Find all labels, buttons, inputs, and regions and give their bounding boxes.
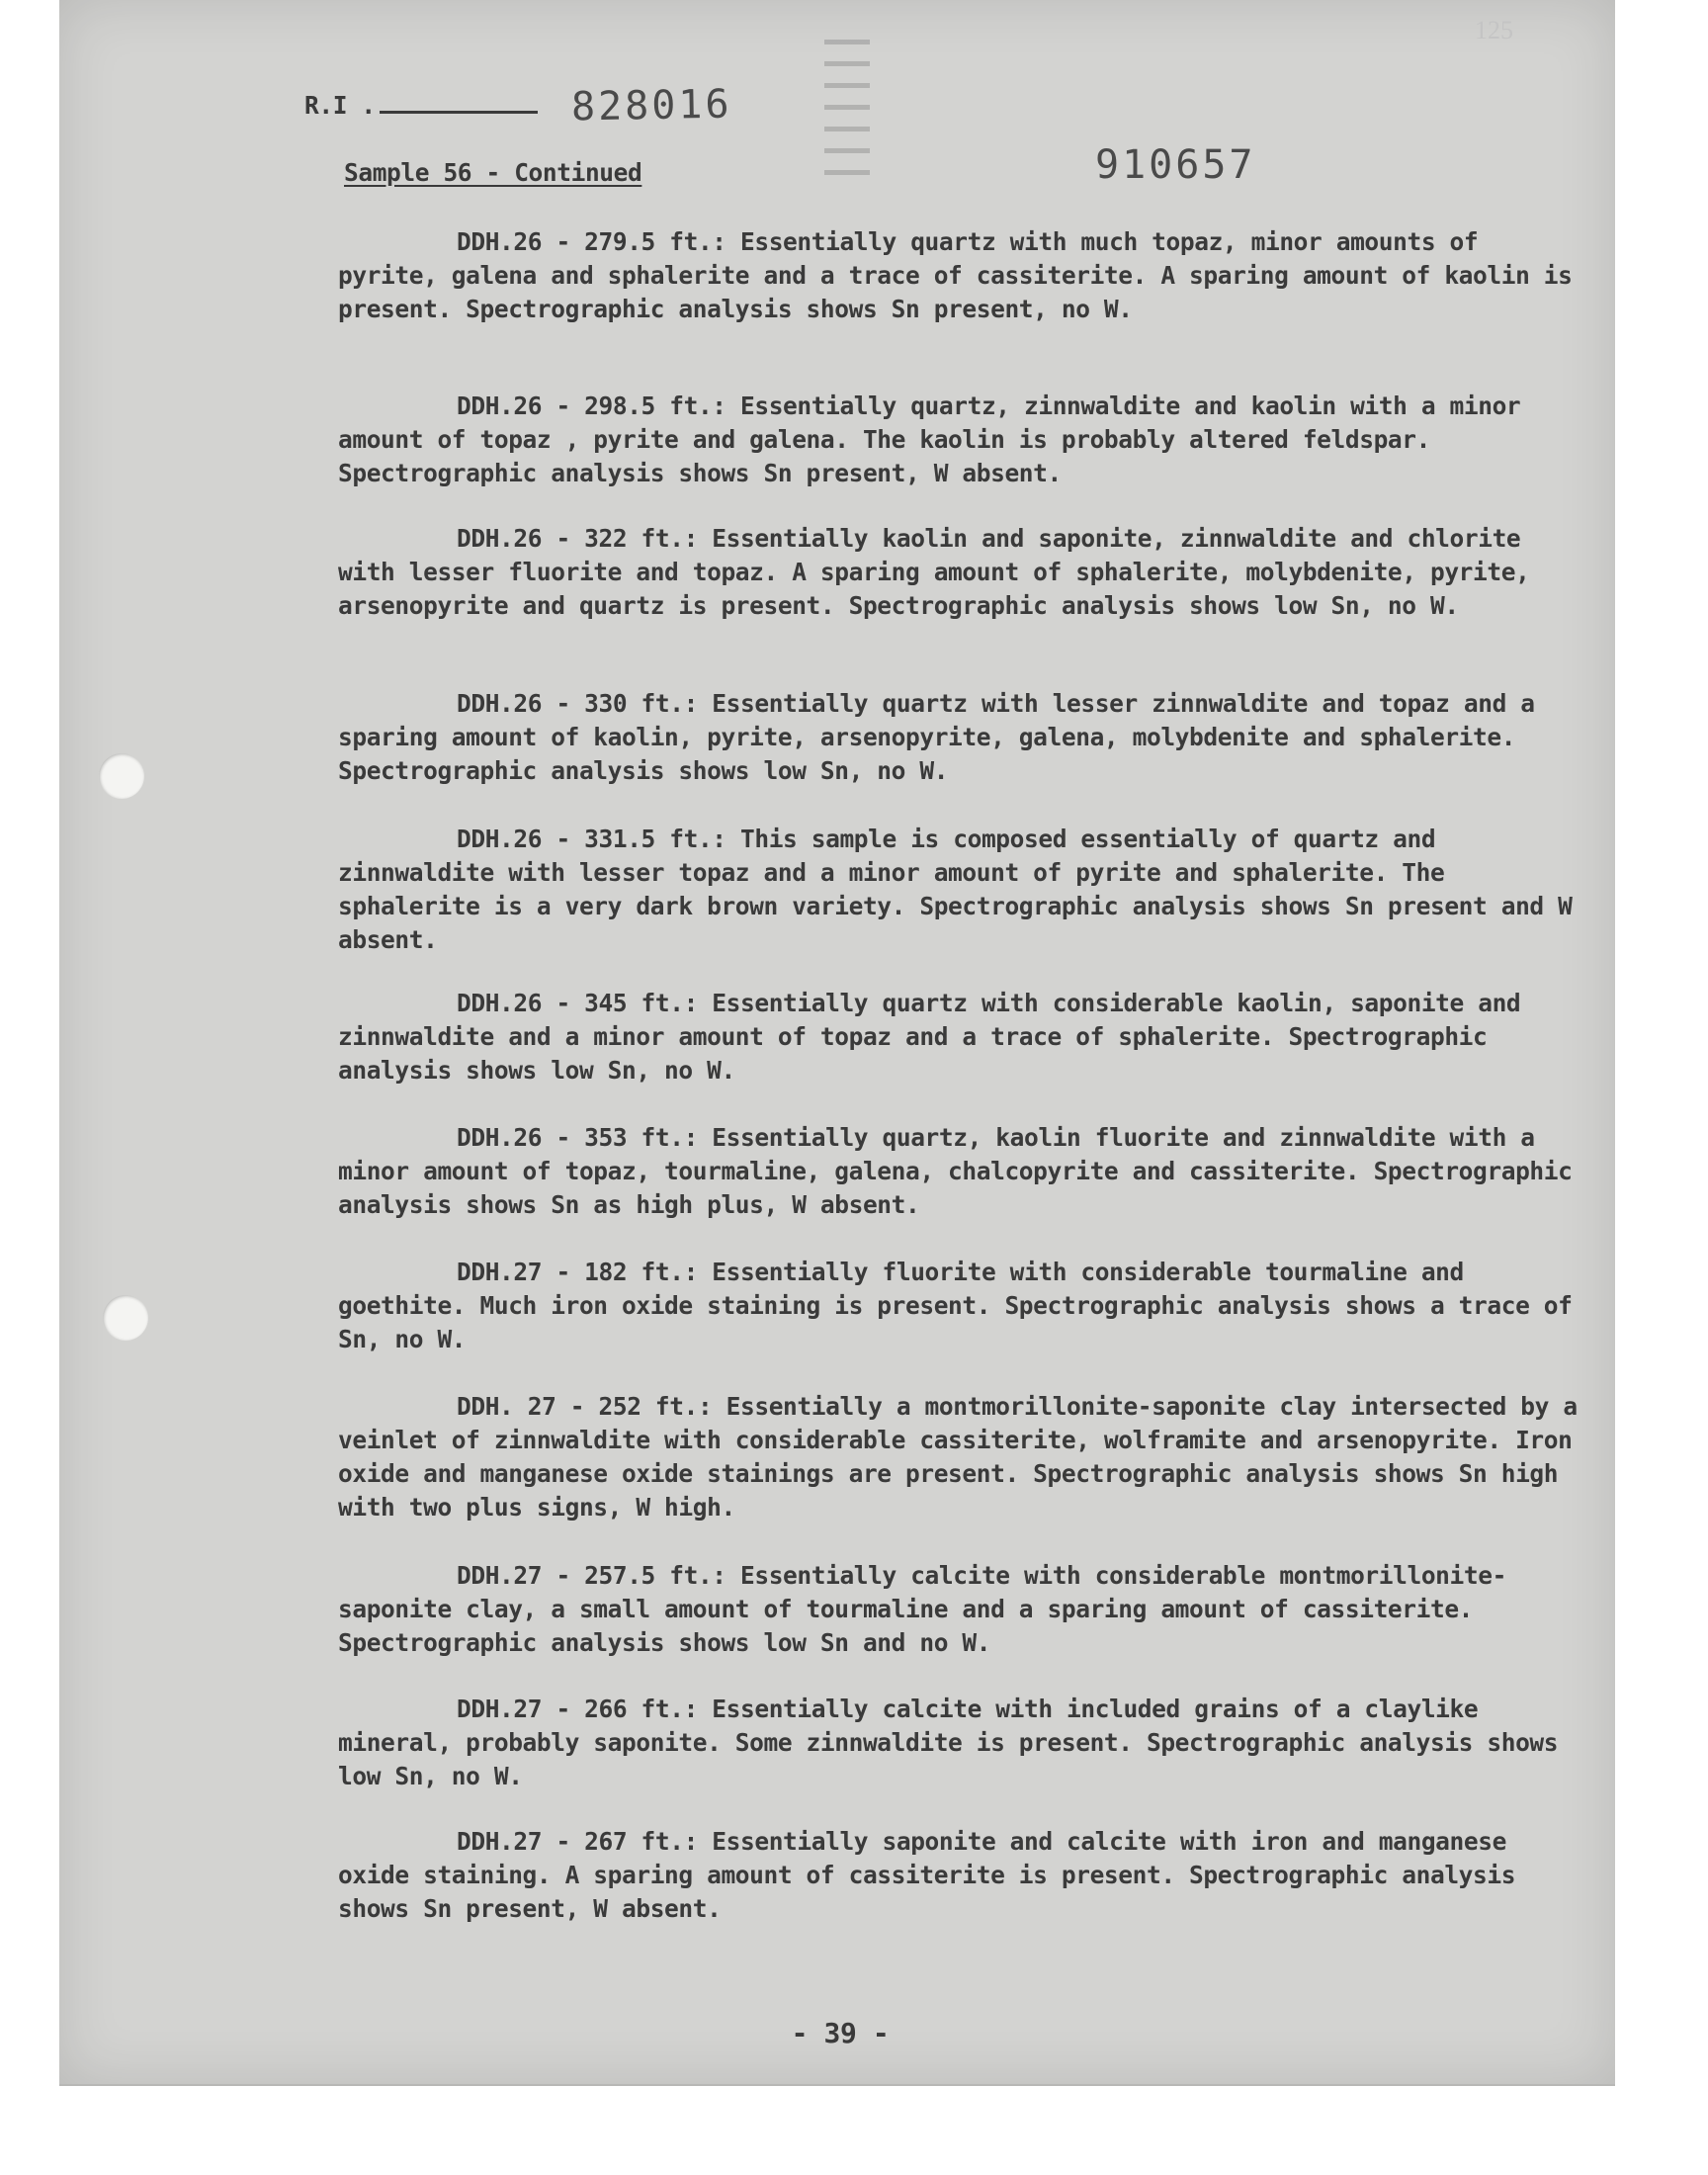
ri-label: R.I .	[304, 91, 376, 120]
entry-paragraph: DDH.27 - 182 ft.: Essentially fluorite with considerable tourmaline and goethite. Much iron oxide staining is present. Spectrographic analysis shows a trace of Sn, no W.	[338, 1258, 1573, 1353]
entry-paragraph: DDH.26 - 345 ft.: Essentially quartz with considerable kaolin, saponite and zinnwaldite and a minor amount of topaz and a trace of sphalerite. Spectrographic analysis shows low Sn, no W.	[338, 989, 1521, 1085]
ri-underline	[380, 111, 538, 114]
entry-paragraph: DDH.26 - 353 ft.: Essentially quartz, kaolin fluorite and zinnwaldite with a minor amount of topaz, tourmaline, galena, chalcopyrite and cassiterite. Spectrographic analysis shows Sn as high plus, W absent.	[338, 1123, 1573, 1219]
entry-paragraph: DDH.27 - 257.5 ft.: Essentially calcite with considerable montmorillonite-saponite clay, a small amount of tourmaline and a sparing amount of cassiterite. Spectrographic analysis shows low Sn and no W.	[338, 1561, 1506, 1657]
entry-paragraph: DDH.26 - 322 ft.: Essentially kaolin and saponite, zinnwaldite and chlorite with lesser fluorite and topaz. A sparing amount of sphalerite, molybdenite, pyrite, arsenopyrite and quartz is present. Spectrographic analysis shows low Sn, no W.	[338, 524, 1530, 620]
page-number: - 39 -	[791, 2017, 890, 2049]
entry-paragraph: DDH.26 - 331.5 ft.: This sample is composed essentially of quartz and zinnwaldite with lesser topaz and a minor amount of pyrite and sphalerite. The sphalerite is a very dark brown variety. Spectrographic analysis shows Sn present and W absent.	[338, 825, 1573, 954]
page-edge	[59, 2084, 1615, 2086]
entry-paragraph: DDH.27 - 266 ft.: Essentially calcite with included grains of a claylike mineral, probably saponite. Some zinnwaldite is present. Spectrographic analysis shows low Sn, no W.	[338, 1695, 1559, 1790]
handwritten-sample-number: 910657	[1095, 142, 1256, 188]
entry-paragraph: DDH. 27 - 252 ft.: Essentially a montmorillonite-saponite clay intersected by a veinlet of zinnwaldite with considerable cassiterite, wolframite and arsenopyrite. Iron oxide and manganese oxide stainings are present. Spectrographic analysis shows Sn high with two plus signs, W high.	[338, 1392, 1578, 1522]
page-stamp-number: 125	[1475, 16, 1513, 44]
scan-artifact-stripe	[824, 40, 870, 188]
entry-paragraph: DDH.26 - 298.5 ft.: Essentially quartz, zinnwaldite and kaolin with a minor amount of topaz , pyrite and galena. The kaolin is probably altered feldspar. Spectrographic analysis shows Sn present, W absent.	[338, 392, 1521, 487]
ri-field	[304, 91, 538, 120]
punch-hole-upper	[99, 753, 144, 799]
handwritten-ri-number: 828016	[570, 81, 732, 130]
section-heading: Sample 56 - Continued	[344, 158, 642, 187]
entry-paragraph: DDH.26 - 279.5 ft.: Essentially quartz with much topaz, minor amounts of pyrite, galena and sphalerite and a trace of cassiterite. A sparing amount of kaolin is present. Spectrographic analysis shows Sn present, no W.	[338, 227, 1573, 323]
entry-paragraph: DDH.27 - 267 ft.: Essentially saponite and calcite with iron and manganese oxide staining. A sparing amount of cassiterite is present. Spectrographic analysis shows Sn present, W absent.	[338, 1827, 1516, 1923]
punch-hole-lower	[103, 1295, 148, 1341]
entry-paragraph: DDH.26 - 330 ft.: Essentially quartz with lesser zinnwaldite and topaz and a sparing amount of kaolin, pyrite, arsenopyrite, galena, molybdenite and sphalerite. Spectrographic analysis shows low Sn, no W.	[338, 689, 1535, 785]
